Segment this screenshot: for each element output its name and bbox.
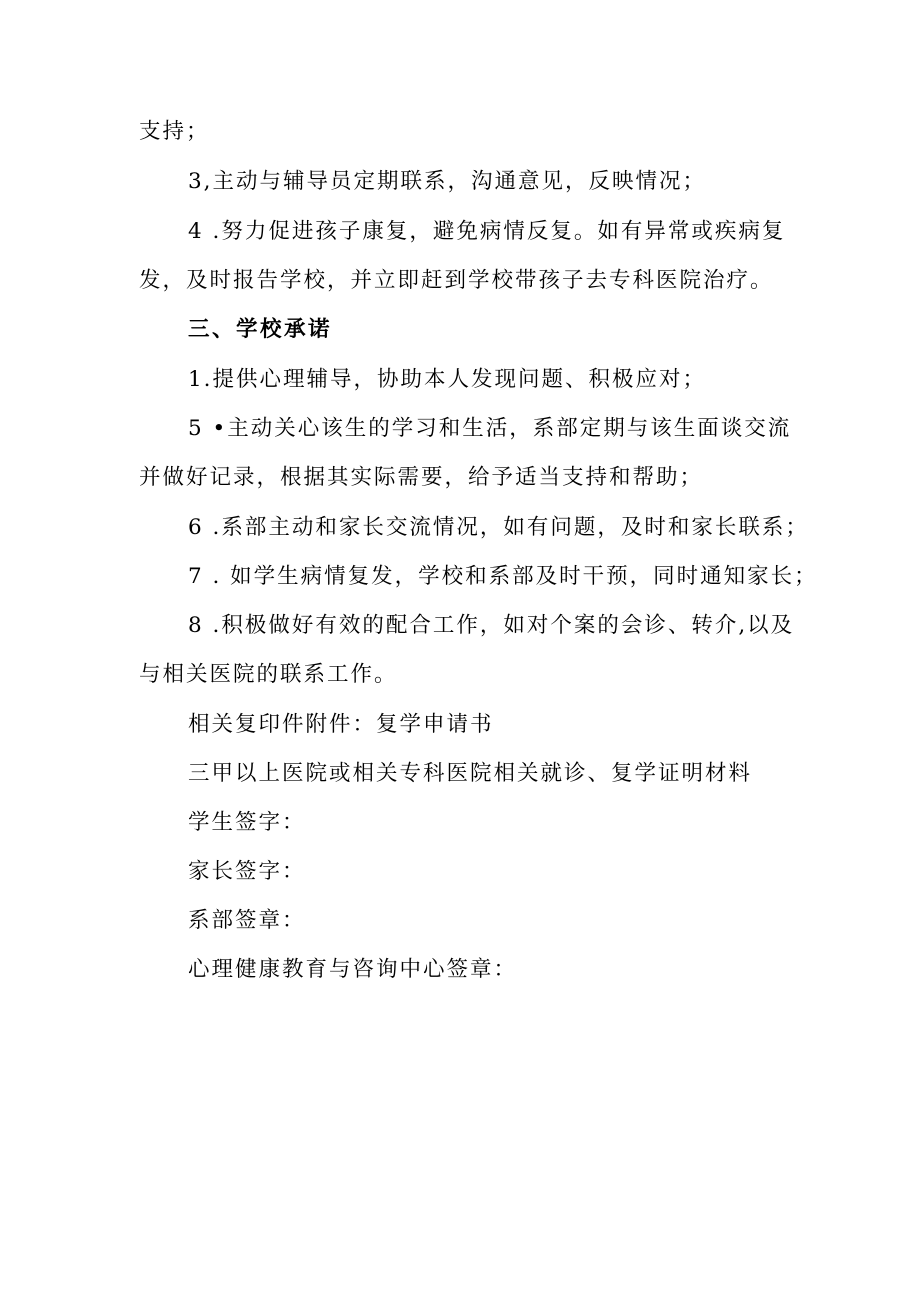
list-item-3: 3,主动与辅导员定期联系，沟通意见，反映情况； [188,169,707,194]
paragraph-line-continuation: 支持； [139,119,210,144]
counseling-center-seal-label: 心理健康教育与咨询中心签章： [188,957,518,982]
list-item-5-continuation: 并做好记录，根据其实际需要，给予适当支持和帮助； [139,465,704,490]
department-seal-label: 系部签章： [188,908,306,933]
attachments-materials-line: 三甲以上医院或相关专科医院相关就诊、复学证明材料 [188,761,753,786]
list-item-4: 4 .努力促进孩子康复，避免病情反复。如有异常或疾病复 [188,219,786,244]
list-item-5: 5 •主动关心该生的学习和生活，系部定期与该生面谈交流 [188,416,792,441]
list-item-8: 8 .积极做好有效的配合工作，如对个案的会诊、转介,以及 [188,613,795,638]
list-item-4-continuation: 发，及时报告学校，并立即赶到学校带孩子去专科医院治疗。 [139,268,774,293]
parent-signature-label: 家长签字： [188,859,306,884]
attachments-line: 相关复印件附件：复学申请书 [188,712,494,737]
section-heading-school-commitment: 三、学校承诺 [188,317,333,342]
list-item-6: 6 .系部主动和家长交流情况，如有问题，及时和家长联系； [188,515,809,540]
list-item-8-continuation: 与相关医院的联系工作。 [139,662,398,687]
list-item-1: 1.提供心理辅导，协助本人发现问题、积极应对； [188,367,707,392]
list-item-7: 7 . 如学生病情复发，学校和系部及时干预，同时通知家长； [188,564,818,589]
student-signature-label: 学生签字： [188,810,306,835]
